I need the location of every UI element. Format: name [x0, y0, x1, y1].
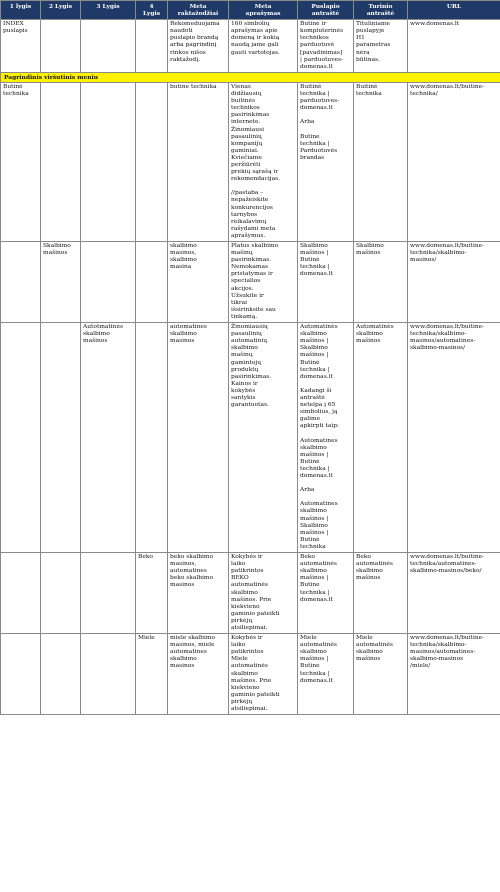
cell-level-3: Autotmatinės skalbimo mašinos	[81, 323, 136, 553]
cell-level-2: Skalbimo mašinos	[41, 242, 81, 323]
header-page-title: Puslapio antraštė	[298, 1, 354, 20]
section-row-main-menu	[1, 72, 500, 82]
cell-level-1: Butinė technika	[1, 82, 41, 241]
cell-level-4: Beko	[136, 553, 168, 634]
cell-meta-keywords: miele skalbimo masinos, miele automatines skalbimo masinos	[168, 634, 229, 715]
cell-level-4	[136, 242, 168, 323]
cell-page-title: Skalbimo mašinos | Butinė technika | domenas.lt	[298, 242, 354, 323]
cell-page-title: Automatinės skalbimo mašinos | Skalbimo mašinos | Butinė technika | domenas.lt Kadangi ši antraštė netelpa į 65 simbolius, ją galime apkirpti taip: Automatines skalbimo mašinos | Butinė technika | domenas.lt Arba Automatines skalbimo mašinos | Skalbimo mašinos | Butinė technika	[298, 323, 354, 553]
cell-meta-keywords: Rekomeduojama naudoti puslapio brandą arba pagrindinį rinkos nišos raktažodį.	[168, 20, 229, 73]
cell-meta-keywords: skalbimo masinos, skalbimo masina	[168, 242, 229, 323]
table-header-row	[1, 1, 500, 20]
cell-level-3	[81, 242, 136, 323]
cell-level-3	[81, 20, 136, 73]
cell-level-3	[81, 553, 136, 634]
cell-url: www.domenas.lt/buitine- technika/skalbimo- masinos/automatines- skalbimo-masinos/	[408, 323, 500, 553]
table-row	[1, 634, 500, 715]
header-level-3: 3 Lygis	[81, 1, 136, 20]
cell-level-3	[81, 82, 136, 241]
cell-level-4	[136, 323, 168, 553]
cell-level-1	[1, 553, 41, 634]
cell-level-4	[136, 20, 168, 73]
cell-meta-description: Platus skalbimo mašinų pasirinkimas. Nemokamas pristatymas ir specialios akcijos. Užsukite ir tikrai išsirinksite sau tinkamą.	[229, 242, 298, 323]
table-row	[1, 82, 500, 241]
cell-level-1	[1, 634, 41, 715]
header-level-1: 1 lygis	[1, 1, 41, 20]
cell-content-heading: Automatinės skalbimo mašinos	[354, 323, 408, 553]
cell-level-1	[1, 242, 41, 323]
cell-level-3	[81, 634, 136, 715]
header-meta-description: Meta aprašymas	[229, 1, 298, 20]
cell-url: www.domenas.lt/buitine- technika/automatines- skalbimo-masinos/beko/	[408, 553, 500, 634]
cell-content-heading: Skalbimo mašinos	[354, 242, 408, 323]
header-url: URL	[408, 1, 500, 20]
cell-level-2	[41, 20, 81, 73]
cell-content-heading: Tituliniame puslapyje H1 parametras nėra būtinas.	[354, 20, 408, 73]
header-content-heading: Turinio antraštė	[354, 1, 408, 20]
section-label: Pagrindinis viršutinis meniu	[1, 72, 500, 82]
table-row	[1, 323, 500, 553]
cell-url: www.domenas.lt	[408, 20, 500, 73]
cell-meta-description: 160 simbolių aprašymas apie domeną ir kokią naudą jame gali gauti vartotojas.	[229, 20, 298, 73]
cell-content-heading: Buitinė technika	[354, 82, 408, 241]
cell-level-4: Miele	[136, 634, 168, 715]
cell-level-4	[136, 82, 168, 241]
cell-meta-description: Vienas didžiausių buitinės technikos pasirinkimas internete. Žinomiausi pasaulinių kompanijų gaminiai. Kviečiame peržiūrėti prekių sąrašą ir rekomendacijas. //pastaba – nepažeiskite konkurencijos tarnybos reikalavimų rašydami meta aprašymus.	[229, 82, 298, 241]
cell-content-heading: Beko automatinės skalbimo mašinos	[354, 553, 408, 634]
cell-url: www.domenas.lt/buitine- technika/skalbimo- masinos/	[408, 242, 500, 323]
cell-url: www.domenas.lt/buitine- technika/	[408, 82, 500, 241]
header-level-4: 4 Lygis	[136, 1, 168, 20]
cell-meta-description: Kokybės ir laiko patikrintos Miele automatinės skalbimo mašinos. Prie kiekvieno gaminio pateikti pirkėjų atsiliepimai.	[229, 634, 298, 715]
header-meta-keywords: Meta raktažodžiai	[168, 1, 229, 20]
cell-meta-keywords: butine technika	[168, 82, 229, 241]
cell-meta-description: Kokybės ir laiko patikrintos BEKO automatinės skalbimo mašinos. Prie kiekvieno gaminio pateikti pirkėjų atsiliepimai.	[229, 553, 298, 634]
cell-meta-keywords: automatines skalbimo masinos	[168, 323, 229, 553]
cell-page-title: Beko automatinės skalbimo mašinos | Butine technika | domenas.lt	[298, 553, 354, 634]
cell-level-2	[41, 634, 81, 715]
table-row	[1, 242, 500, 323]
cell-level-2	[41, 553, 81, 634]
cell-level-1: INDEX puslapis	[1, 20, 41, 73]
cell-page-title: Buitinė technika | parduotuves- domenas.lt Arba Butine technika | Parduotuvės brandas	[298, 82, 354, 241]
cell-url: www.domenas.lt/buitine- technika/skalbimo- masinos/automatines- skalbimo-masinos /miele/	[408, 634, 500, 715]
header-level-2: 2 Lygis	[41, 1, 81, 20]
cell-meta-keywords: beko skalbimo masinos, automatines beko skalbimo masinos	[168, 553, 229, 634]
cell-meta-description: Žinomiausių pasaulinių automatinių skalbimo mašinų gamintojų produktų pasirinkimas. Kainos ir kokybės santykis garantuotas.	[229, 323, 298, 553]
cell-level-2	[41, 323, 81, 553]
table-row-index	[1, 20, 500, 73]
cell-page-title: Miele automatinės skalbimo mašinos | Butine technika | domenas.lt	[298, 634, 354, 715]
table-row	[1, 553, 500, 634]
cell-level-2	[41, 82, 81, 241]
cell-content-heading: Miele automatinės skalbimo mašinos	[354, 634, 408, 715]
cell-level-1	[1, 323, 41, 553]
cell-page-title: Butinė ir kompiuterinės technikos parduotuvė [pavadinimas] | parduotuves- domenas.lt	[298, 20, 354, 73]
